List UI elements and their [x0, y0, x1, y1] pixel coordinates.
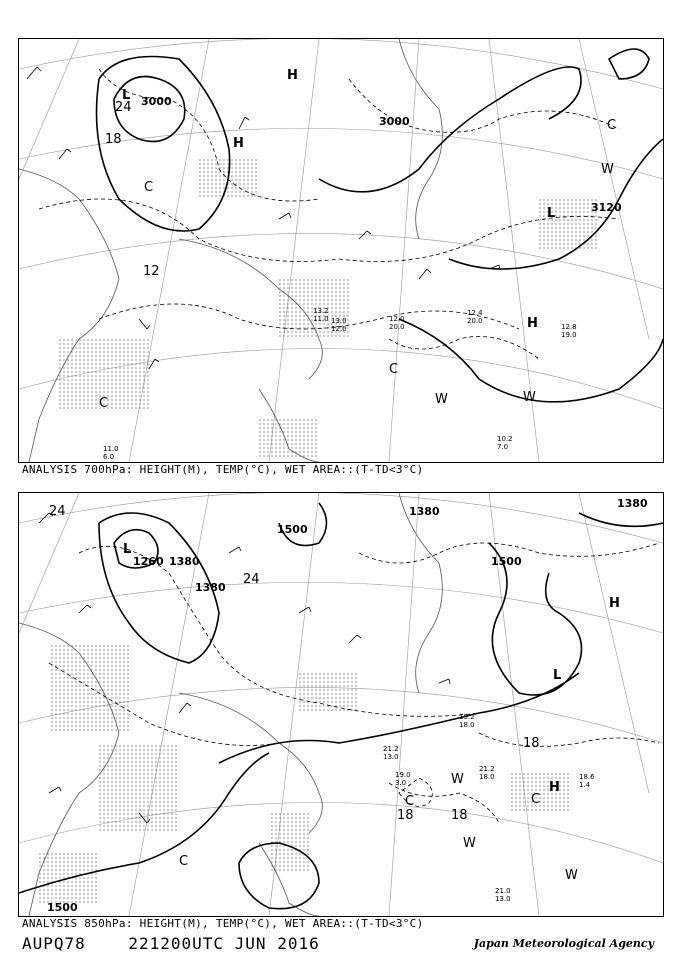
station-dewpoint: 12.0: [331, 325, 347, 333]
warm-center-label: W: [435, 392, 448, 407]
warm-center-label: W: [463, 836, 476, 851]
low-center-label: L: [547, 206, 556, 221]
contour-label: 1380: [617, 497, 648, 510]
station-dewpoint: 3.0: [395, 779, 407, 787]
map-panel-850hpa: [18, 492, 664, 917]
isotherm-label: 18: [397, 808, 414, 823]
agency-name: Japan Meteorological Agency: [473, 937, 654, 950]
station-dewpoint: 7.0: [497, 443, 509, 451]
high-center-label: H: [609, 596, 620, 611]
contour-label: 1380: [169, 555, 200, 568]
contour-label: 1500: [491, 555, 522, 568]
station-temp: 18.6: [579, 773, 595, 781]
station-dewpoint: 19.0: [561, 331, 577, 339]
station-dewpoint: 13.0: [383, 753, 399, 761]
map-850hpa: [19, 493, 663, 916]
station-dewpoint: 1.4: [579, 781, 591, 789]
high-center-label: H: [549, 780, 560, 795]
station-plots: [103, 307, 577, 461]
isotherm-label: 18: [523, 736, 540, 751]
isotherm-label: 24: [115, 100, 132, 115]
cold-center-label: C: [144, 180, 154, 195]
station-dewpoint: 11.0: [313, 315, 329, 323]
high-center-label: H: [527, 316, 538, 331]
station-dewpoint: 18.0: [479, 773, 495, 781]
station-dewpoint: 6.0: [103, 453, 115, 461]
station-temp: 19.2: [459, 713, 475, 721]
isotherm-label: 12: [143, 264, 160, 279]
station-temp: 10.2: [497, 435, 513, 443]
bulletin-datetime: 221200UTC JUN 2016: [128, 934, 320, 953]
contour-label: 3000: [379, 115, 410, 128]
isotherm-label: 18: [105, 132, 122, 147]
cold-center-label: C: [531, 792, 541, 807]
contour-label: 1380: [195, 581, 226, 594]
station-temp: 21.2: [383, 745, 399, 753]
bulletin-header: [22, 934, 320, 953]
cold-center-label: C: [405, 794, 415, 809]
contour-label: 1500: [47, 901, 78, 914]
station-temp: 21.0: [495, 887, 511, 895]
station-temp: 12.8: [561, 323, 577, 331]
station-temp: 12.4: [467, 309, 483, 317]
high-center-label: H: [233, 136, 244, 151]
low-center-label: L: [553, 668, 562, 683]
contour-label: 1380: [409, 505, 440, 518]
map-700hpa: [19, 39, 663, 462]
station-temp: 19.0: [395, 771, 411, 779]
isotherm-label: 24: [243, 572, 260, 587]
station-dewpoint: 20.0: [467, 317, 483, 325]
warm-center-label: W: [523, 390, 536, 405]
station-temp: 21.2: [479, 765, 495, 773]
bulletin-id: AUPQ78: [22, 934, 86, 953]
cold-center-label: C: [607, 118, 617, 133]
station-temp: 13.0: [331, 317, 347, 325]
contour-label: 1260: [133, 555, 164, 568]
station-dewpoint: 20.0: [389, 323, 405, 331]
contour-label: 3000: [141, 95, 172, 108]
cold-center-label: C: [389, 362, 399, 377]
contour-label: 3120: [591, 201, 622, 214]
isotherm-label: 24: [49, 504, 66, 519]
wet-area: [59, 159, 599, 459]
station-temp: 11.0: [103, 445, 119, 453]
map-panel-700hpa: [18, 38, 664, 463]
caption-700hpa: ANALYSIS 700hPa: HEIGHT(M), TEMP(°C), WET AREA::(T-TD<3°C): [22, 463, 424, 476]
warm-center-label: W: [451, 772, 464, 787]
contour-label: 1500: [277, 523, 308, 536]
station-dewpoint: 13.0: [495, 895, 511, 903]
low-center-label: L: [122, 88, 131, 103]
cold-center-label: C: [179, 854, 189, 869]
station-temp: 12.0: [389, 315, 405, 323]
pressure-systems: [99, 68, 616, 411]
warm-center-label: W: [565, 868, 578, 883]
station-dewpoint: 18.0: [459, 721, 475, 729]
caption-850hpa: ANALYSIS 850hPa: HEIGHT(M), TEMP(°C), WET AREA::(T-TD<3°C): [22, 917, 424, 930]
high-center-label: H: [287, 68, 298, 83]
cold-center-label: C: [99, 396, 109, 411]
isotherm-label: 18: [451, 808, 468, 823]
warm-center-label: W: [601, 162, 614, 177]
low-center-label: L: [123, 542, 132, 557]
station-temp: 13.2: [313, 307, 329, 315]
